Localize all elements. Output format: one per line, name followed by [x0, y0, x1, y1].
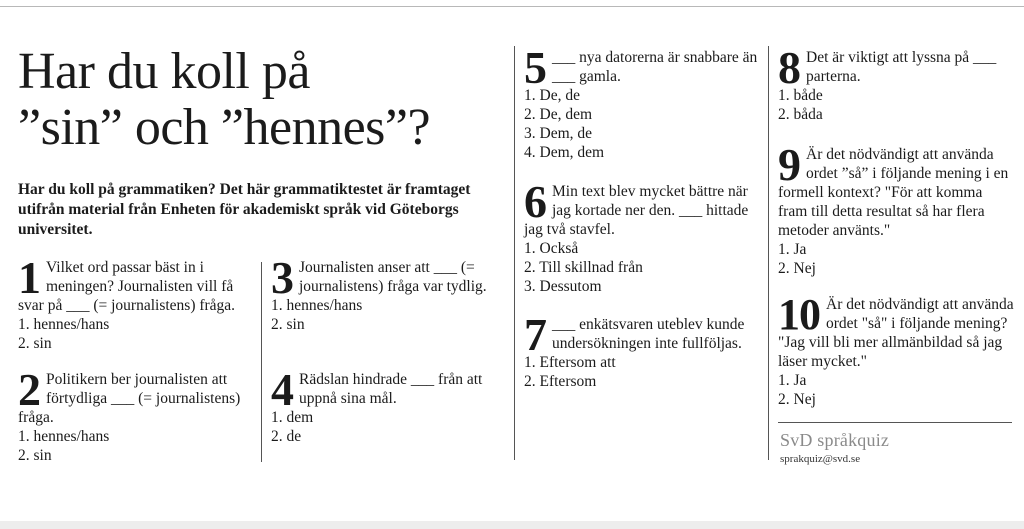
- question-text: Rädslan hindrade ___ från att uppnå sina mål.: [299, 371, 483, 407]
- question-text: Är det nödvändigt att använda ordet "så" i följande mening? "Jag vill bli mer allmänbildad så jag läser mycket.": [778, 296, 1014, 370]
- headline: [18, 44, 508, 156]
- answer-option: 2. båda: [778, 106, 823, 123]
- question-6: [524, 176, 758, 296]
- question-number: 6: [524, 176, 546, 227]
- answer-option: 2. Nej: [778, 391, 816, 408]
- question-text: Min text blev mycket bättre när jag kortade ner den. ___ hittade jag två stavfel.: [524, 183, 749, 238]
- question-number: 4: [271, 364, 293, 415]
- answer-option: 2. Nej: [778, 260, 816, 277]
- question-4: [271, 364, 507, 446]
- question-3: [271, 252, 507, 334]
- footer-divider: [778, 422, 1012, 423]
- answer-option: 2. sin: [18, 447, 52, 464]
- answer-option: 1. hennes/hans: [271, 297, 363, 314]
- question-2: [18, 364, 254, 465]
- answer-option: 3. Dessutom: [524, 278, 602, 295]
- question-number: 5: [524, 42, 546, 93]
- answer-option: 4. Dem, dem: [524, 144, 605, 161]
- question-9: [778, 139, 1014, 278]
- answer-option: 2. sin: [18, 335, 52, 352]
- question-10: [778, 290, 1014, 409]
- column-divider: [768, 46, 769, 460]
- column-divider: [514, 46, 515, 460]
- answer-option: 1. hennes/hans: [18, 428, 110, 445]
- question-text: Vilket ord passar bäst in i meningen? Journalisten vill få svar på ___ (= journalistens) fråga.: [18, 259, 236, 314]
- question-number: 7: [524, 309, 546, 360]
- question-1: [18, 252, 254, 353]
- question-text: Det är viktigt att lyssna på ___ parterna.: [806, 49, 997, 85]
- question-number: 9: [778, 139, 800, 190]
- answer-option: 1. Ja: [778, 372, 807, 389]
- question-text: Politikern ber journalisten att förtydliga ___ (= journalistens) fråga.: [18, 371, 241, 426]
- question-5: [524, 42, 758, 162]
- question-text: ___ nya datorerna är snabbare än ___ gamla.: [552, 49, 758, 85]
- answer-option: 1. De, de: [524, 87, 580, 104]
- question-number: 8: [778, 42, 800, 93]
- question-number: 10: [778, 290, 820, 339]
- answer-option: 1. Också: [524, 240, 579, 257]
- question-text: Journalisten anser att ___ (= journalistens) fråga var tydlig.: [299, 259, 487, 295]
- question-7: [524, 309, 758, 391]
- question-number: 2: [18, 364, 40, 415]
- headline-line-1: Har du koll på: [18, 43, 310, 100]
- headline-line-2: ”sin” och ”hennes”?: [18, 99, 431, 156]
- answer-option: 1. Eftersom att: [524, 354, 616, 371]
- answer-option: 2. Till skillnad från: [524, 259, 643, 276]
- answer-option: 2. sin: [271, 316, 305, 333]
- answer-option: 3. Dem, de: [524, 125, 593, 142]
- answer-option: 1. hennes/hans: [18, 316, 110, 333]
- question-text: ___ enkätsvaren uteblev kunde undersökningen inte fullföljas.: [552, 316, 745, 352]
- contact-email[interactable]: sprakquiz@svd.se: [780, 453, 861, 465]
- answer-option: 2. de: [271, 428, 302, 445]
- question-text: Är det nödvändigt att använda ordet ”så” i följande mening i en formell kontext? "För att komma fram till detta resultat så har flera metoder använts.": [778, 146, 1009, 239]
- answer-option: 2. De, dem: [524, 106, 593, 123]
- column-divider: [261, 262, 262, 462]
- answer-option: 2. Eftersom: [524, 373, 597, 390]
- answer-option: 1. både: [778, 87, 823, 104]
- top-divider: [0, 6, 1024, 7]
- question-number: 3: [271, 252, 293, 303]
- brand-name: SvD språkquiz: [780, 430, 890, 450]
- question-number: 1: [18, 252, 40, 303]
- answer-option: 1. dem: [271, 409, 314, 426]
- bottom-band: [0, 521, 1024, 529]
- question-8: [778, 42, 1014, 124]
- answer-option: 1. Ja: [778, 241, 807, 258]
- intro-text: Har du koll på grammatiken? Det här grammatiktestet är framtaget utifrån material från Enheten för akademiskt språk vid Göteborgs universitet.: [18, 181, 471, 238]
